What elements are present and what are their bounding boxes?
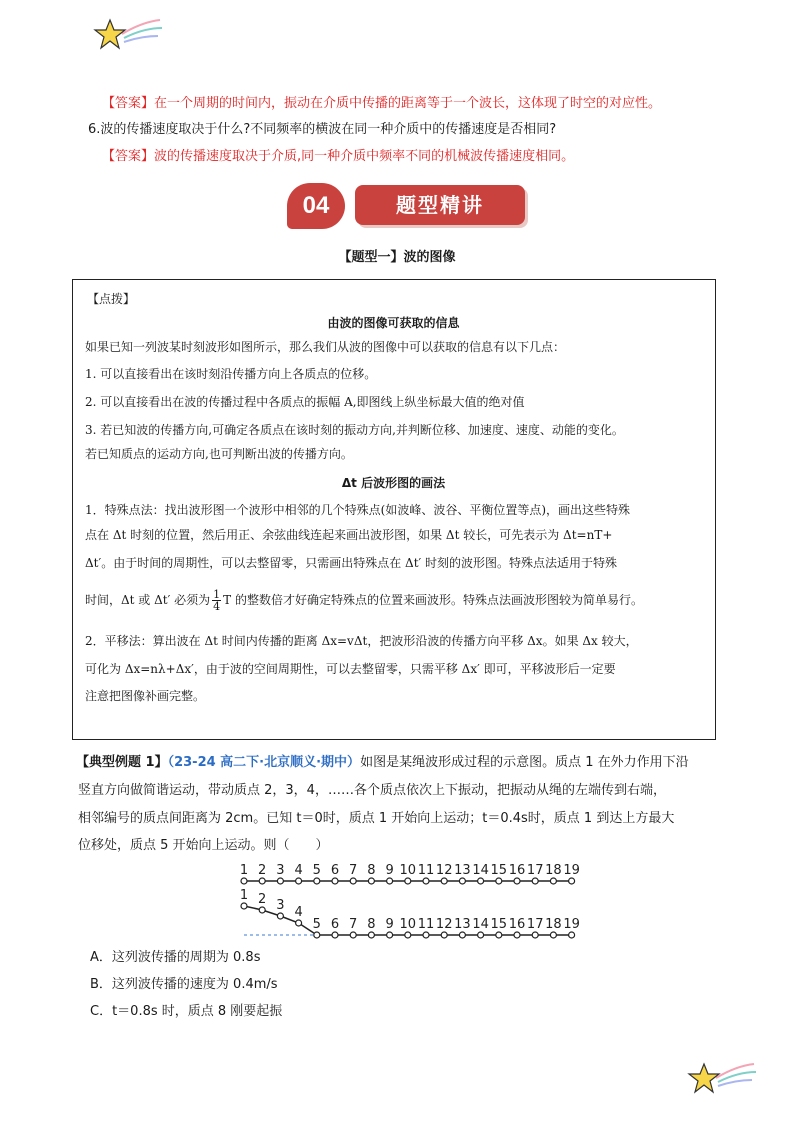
method-1-line-4b: T 的整数倍才好确定特殊点的位置来画波形。特殊点法画波形图较为简单易行。 bbox=[223, 593, 643, 607]
rope-particle bbox=[532, 878, 538, 884]
rope-particle bbox=[569, 932, 575, 938]
rope-particle bbox=[296, 878, 302, 884]
method-1-line-4 bbox=[85, 582, 643, 618]
example-line-2: 竖直方向做简谐运动，带动质点 2，3，4，……各个质点依次上下振动，把振动从绳的左端传到右端， bbox=[78, 783, 666, 798]
method-1-line-2: 点在 Δt 时刻的位置，然后用正、余弦曲线连起来画出波形图，如果 Δt 较长，可先表示为 Δt=nT+ bbox=[85, 528, 613, 542]
particle-label: 11 bbox=[417, 917, 435, 932]
particle-label: 12 bbox=[435, 917, 453, 932]
tips-heading-info: 由波的图像可获取的信息 bbox=[327, 316, 460, 330]
rope-particle bbox=[478, 878, 484, 884]
method-1-line-4a: 时间，Δt 或 Δt′ 必须为 bbox=[85, 593, 211, 607]
rope-particle bbox=[387, 878, 393, 884]
rope-particle bbox=[514, 932, 520, 938]
rope-particle bbox=[368, 878, 374, 884]
rope-particle bbox=[441, 878, 447, 884]
option-a: A．这列波传播的周期为 0.8s bbox=[90, 950, 261, 965]
rope-particle bbox=[241, 903, 247, 909]
particle-label: 6 bbox=[330, 917, 340, 932]
tips-heading-drawing: Δt 后波形图的画法 bbox=[341, 476, 446, 490]
particle-label: 2 bbox=[258, 863, 267, 878]
particle-label: 4 bbox=[294, 863, 303, 878]
star-decoration-top bbox=[92, 14, 164, 58]
rope-particle bbox=[241, 878, 247, 884]
answer-tag: 【答案】 bbox=[102, 96, 155, 111]
particle-label: 7 bbox=[349, 917, 358, 932]
particle-label: 9 bbox=[385, 863, 394, 878]
rope-particle bbox=[259, 878, 265, 884]
star-decoration-bottom bbox=[686, 1058, 758, 1102]
particle-label: 6 bbox=[330, 863, 340, 878]
tips-intro: 如果已知一列波某时刻波形如图所示，那么我们从波的图像中可以获取的信息有以下几点： bbox=[85, 340, 566, 354]
particle-label: 1 bbox=[239, 888, 249, 903]
rope-particle bbox=[387, 932, 393, 938]
particle-label: 10 bbox=[399, 863, 417, 878]
particle-label: 17 bbox=[526, 863, 544, 878]
answer-1 bbox=[102, 95, 661, 113]
tips-item-3: 3. 若已知波的传播方向,可确定各质点在该时刻的振动方向,并判断位移、加速度、速度、动能的变化。 bbox=[85, 423, 624, 437]
rope-particle bbox=[478, 932, 484, 938]
answer-tag: 【答案】 bbox=[102, 149, 155, 164]
particle-label: 18 bbox=[545, 863, 562, 878]
rope-particle bbox=[496, 878, 502, 884]
answer-2 bbox=[102, 148, 574, 166]
example-line-3: 相邻编号的质点间距离为 2cm。已知 t＝0时，质点 1 开始向上运动；t＝0.4s时，质点 1 到达上方最大 bbox=[78, 811, 675, 826]
answer-text: 在一个周期的时间内，振动在介质中传播的距离等于一个波长，这体现了时空的对应性。 bbox=[154, 96, 662, 111]
method-2-line-2: 可化为 Δx=nλ+Δx′，由于波的空间周期性，可以去整留零，只需平移 Δx′ 即可，平移波形后一定要 bbox=[85, 662, 616, 676]
section-number-badge: 04 bbox=[287, 183, 345, 229]
method-1-line-3: Δt′。由于时间的周期性，可以去整留零，只需画出特殊点在 Δt′ 时刻的波形图。特殊点法适用于特殊 bbox=[85, 556, 618, 570]
particle-label: 8 bbox=[367, 863, 376, 878]
particle-label: 17 bbox=[526, 917, 544, 932]
rope-wave-diagram bbox=[236, 856, 580, 942]
particle-label: 11 bbox=[417, 863, 435, 878]
rope-particle bbox=[368, 932, 374, 938]
example-text-1: 如图是某绳波形成过程的示意图。质点 1 在外力作用下沿 bbox=[360, 755, 689, 770]
particle-label: 10 bbox=[399, 917, 417, 932]
example-line-1 bbox=[76, 754, 689, 772]
rope-particle bbox=[550, 878, 556, 884]
question-6: 6.波的传播速度取决于什么?不同频率的横波在同一种介质中的传播速度是否相同? bbox=[88, 122, 557, 137]
rope-particle bbox=[423, 932, 429, 938]
particle-label: 1 bbox=[239, 863, 249, 878]
method-2-line-3: 注意把图像补画完整。 bbox=[85, 689, 206, 703]
answer-text: 波的传播速度取决于介质,同一种介质中频率不同的机械波传播速度相同。 bbox=[154, 149, 575, 164]
particle-label: 12 bbox=[435, 863, 453, 878]
rope-particle bbox=[496, 932, 502, 938]
particle-label: 7 bbox=[349, 863, 358, 878]
particle-label: 2 bbox=[258, 892, 267, 907]
rope-particle bbox=[423, 878, 429, 884]
rope-row-later bbox=[240, 888, 580, 938]
rope-particle bbox=[314, 878, 320, 884]
tips-item-2: 2. 可以直接看出在波的传播过程中各质点的振幅 A,即图线上纵坐标最大值的绝对值 bbox=[85, 395, 525, 409]
tips-label: 【点拨】 bbox=[87, 292, 136, 306]
rope-particle bbox=[569, 878, 575, 884]
fraction-numerator: 1 bbox=[213, 588, 221, 601]
rope-particle bbox=[314, 932, 320, 938]
particle-label: 19 bbox=[563, 917, 580, 932]
rope-particle bbox=[332, 932, 338, 938]
particle-label: 19 bbox=[563, 863, 580, 878]
particle-label: 13 bbox=[454, 863, 471, 878]
particle-label: 16 bbox=[508, 863, 526, 878]
example-tag: 【典型例题 1】 bbox=[76, 755, 168, 770]
option-b: B．这列波传播的速度为 0.4m/s bbox=[90, 977, 278, 992]
particle-label: 15 bbox=[490, 863, 508, 878]
method-1-line-1: 1．特殊点法：找出波形图一个波形中相邻的几个特殊点(如波峰、波谷、平衡位置等点)，画出这些特殊 bbox=[85, 503, 631, 517]
fraction-denominator: 4 bbox=[213, 600, 221, 613]
tips-item-3b: 若已知质点的运动方向,也可判断出波的传播方向。 bbox=[85, 447, 353, 461]
method-2-line-1: 2．平移法：算出波在 Δt 时间内传播的距离 Δx=vΔt，把波形沿波的传播方向平移 Δx。如果 Δx 较大， bbox=[85, 634, 638, 648]
particle-label: 14 bbox=[472, 863, 489, 878]
rope-particle bbox=[350, 878, 356, 884]
section-title: 【题型一】波的图像 bbox=[338, 250, 456, 265]
tips-box bbox=[72, 279, 716, 740]
particle-label: 18 bbox=[545, 917, 562, 932]
particle-label: 9 bbox=[385, 917, 394, 932]
rope-particle bbox=[332, 878, 338, 884]
rope-particle bbox=[277, 913, 283, 919]
example-line-4: 位移处，质点 5 开始向上运动。则（ ） bbox=[78, 838, 329, 853]
tips-item-1: 1. 可以直接看出在该时刻沿传播方向上各质点的位移。 bbox=[85, 367, 377, 381]
particle-label: 3 bbox=[276, 898, 285, 913]
rope-particle bbox=[441, 932, 447, 938]
rope-particle bbox=[405, 932, 411, 938]
rope-particle bbox=[405, 878, 411, 884]
rope-particle bbox=[259, 907, 265, 913]
particle-label: 4 bbox=[294, 905, 303, 920]
quarter-fraction bbox=[212, 589, 221, 612]
particle-label: 13 bbox=[454, 917, 471, 932]
particle-label: 14 bbox=[472, 917, 489, 932]
particle-label: 8 bbox=[367, 917, 376, 932]
particle-label: 5 bbox=[312, 863, 321, 878]
rope-particle bbox=[550, 932, 556, 938]
particle-label: 15 bbox=[490, 917, 508, 932]
rope-particle bbox=[459, 932, 465, 938]
rope-particle bbox=[296, 920, 302, 926]
rope-particle bbox=[514, 878, 520, 884]
particle-label: 3 bbox=[276, 863, 285, 878]
option-c: C．t＝0.8s 时，质点 8 刚要起振 bbox=[90, 1004, 283, 1019]
example-source: （23-24 高二下·北京顺义·期中） bbox=[167, 755, 361, 770]
rope-row-initial bbox=[240, 863, 580, 884]
particle-label: 16 bbox=[508, 917, 526, 932]
rope-particle bbox=[532, 932, 538, 938]
section-banner-title: 题型精讲 bbox=[355, 185, 525, 225]
particle-label: 5 bbox=[312, 917, 321, 932]
rope-particle bbox=[350, 932, 356, 938]
rope-particle bbox=[459, 878, 465, 884]
rope-particle bbox=[277, 878, 283, 884]
